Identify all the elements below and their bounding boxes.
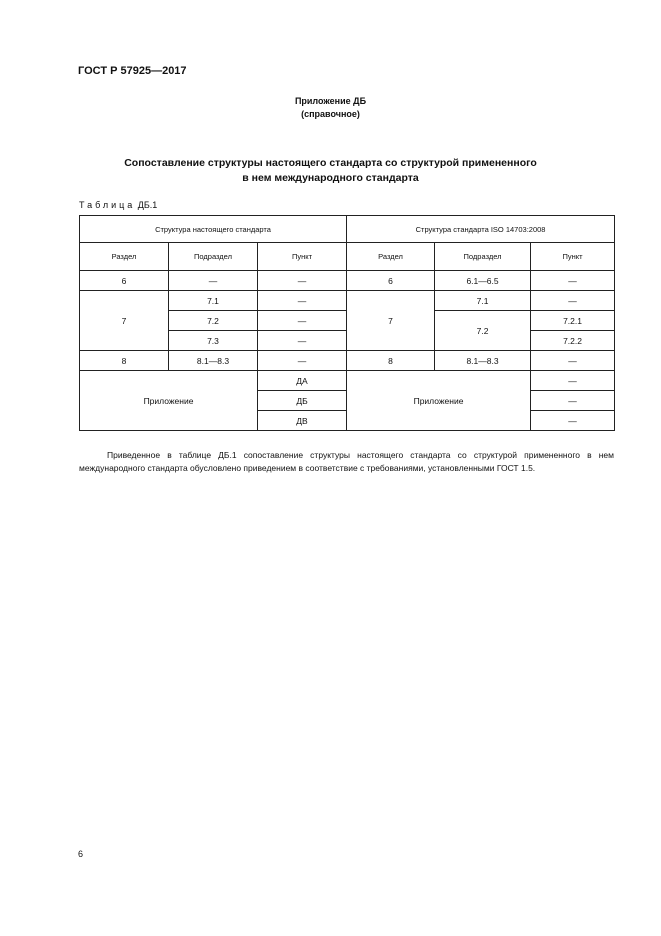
table-cell: 7 <box>80 291 169 351</box>
table-cell: — <box>531 271 615 291</box>
table-cell: Приложение <box>347 371 531 431</box>
section-title-line-1: Сопоставление структуры настоящего стандарта со структурой примененного <box>124 157 537 169</box>
table-cell: — <box>258 291 347 311</box>
column-header: Раздел <box>347 243 435 271</box>
table-row <box>80 371 615 391</box>
left-group-header: Структура настоящего стандарта <box>80 216 347 243</box>
table-cell: — <box>531 371 615 391</box>
table-group-header-row <box>80 216 615 243</box>
table-cell: ДА <box>258 371 347 391</box>
section-title <box>0 156 661 186</box>
table-cell: 6 <box>347 271 435 291</box>
column-header: Пункт <box>531 243 615 271</box>
column-header: Пункт <box>258 243 347 271</box>
table-row <box>80 271 615 291</box>
annex-title-block <box>0 95 661 121</box>
right-group-header: Структура стандарта ISO 14703:2008 <box>347 216 615 243</box>
table-column-header-row <box>80 243 615 271</box>
table-cell: — <box>258 271 347 291</box>
table-cell: 8.1—8.3 <box>435 351 531 371</box>
table-cell: — <box>531 411 615 431</box>
table-cell: — <box>531 391 615 411</box>
table-cell: — <box>258 311 347 331</box>
table-cell: 8.1—8.3 <box>169 351 258 371</box>
table-cell: 7.1 <box>435 291 531 311</box>
table-label-prefix: Таблица <box>79 200 136 210</box>
table-cell: 7.2.2 <box>531 331 615 351</box>
table-cell: 8 <box>80 351 169 371</box>
column-header: Подраздел <box>435 243 531 271</box>
table-cell: 6 <box>80 271 169 291</box>
table-cell: Приложение <box>80 371 258 431</box>
table-row <box>80 291 615 311</box>
explanatory-paragraph: Приведенное в таблице ДБ.1 сопоставление структуры настоящего стандарта со структурой примененного в нем международного стандарта обусловлено приведением в соответствие с требованиями, установленными ГОСТ 1.5. <box>79 450 614 473</box>
column-header: Подраздел <box>169 243 258 271</box>
table-cell: 7.3 <box>169 331 258 351</box>
annex-title: Приложение ДБ <box>294 96 367 106</box>
table-cell: 7.1 <box>169 291 258 311</box>
table-cell: — <box>531 291 615 311</box>
table-cell: — <box>258 331 347 351</box>
table-cell: 6.1—6.5 <box>435 271 531 291</box>
table-cell: 7.2.1 <box>531 311 615 331</box>
table-cell: — <box>531 351 615 371</box>
annex-subtitle: (справочное) <box>301 109 360 119</box>
column-header: Раздел <box>80 243 169 271</box>
table-cell: 7.2 <box>169 311 258 331</box>
table-label <box>79 200 157 210</box>
table-cell: 7.2 <box>435 311 531 351</box>
table-cell: — <box>169 271 258 291</box>
comparison-table <box>79 215 615 431</box>
page-number: 6 <box>78 849 84 859</box>
table-row <box>80 351 615 371</box>
table-cell: — <box>258 351 347 371</box>
table-cell: ДВ <box>258 411 347 431</box>
document-header: ГОСТ Р 57925—2017 <box>78 65 187 77</box>
table-cell: 7 <box>347 291 435 351</box>
table-label-number: ДБ.1 <box>135 200 158 210</box>
section-title-line-2: в нем международного стандарта <box>242 172 419 184</box>
table-cell: ДБ <box>258 391 347 411</box>
table-cell: 8 <box>347 351 435 371</box>
